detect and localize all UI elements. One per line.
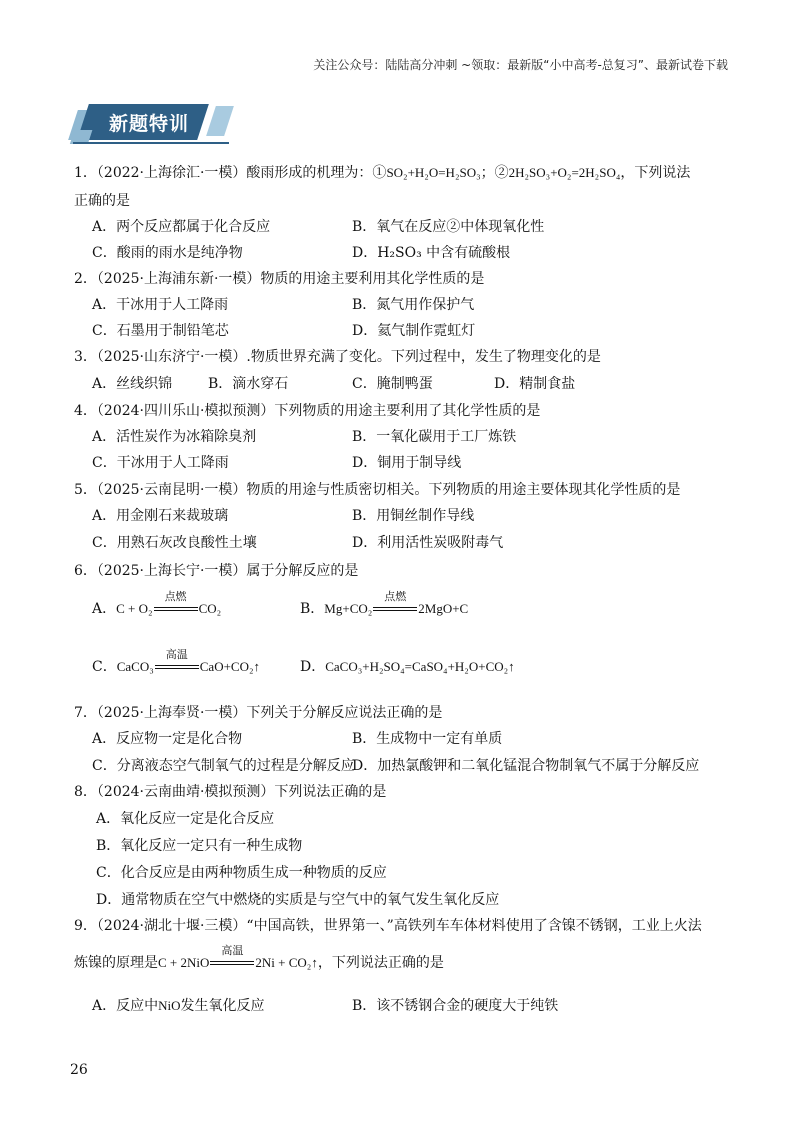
banner-underline: [73, 142, 229, 144]
q7-option-b: B．生成物中一定有单质: [352, 731, 503, 747]
q8-option-b: B．氧化反应一定只有一种生成物: [96, 838, 303, 854]
section-banner: [73, 100, 229, 144]
q9-option-a: A．反应中NiO发生氧化反应: [92, 998, 265, 1014]
q6-option-c: C．CaCO₃ 高温 CaO+CO₂↑: [92, 648, 261, 675]
q4-option-a: A．活性炭作为冰箱除臭剂: [92, 429, 257, 445]
question-5-stem: 5．（2025·云南昆明·一模）物质的用途与性质密切相关。下列物质的用途主要体现其化学性质的是: [74, 482, 681, 498]
q8-option-c: C．化合反应是由两种物质生成一种物质的反应: [96, 865, 387, 881]
q3-option-b: B．滴水穿石: [208, 376, 289, 392]
formula-2: 2H₂SO₃+O₂=2H₂SO₄: [508, 165, 621, 180]
question-6-stem: 6．（2025·上海长宁·一模）属于分解反应的是: [74, 563, 359, 579]
q7-option-a: A．反应物一定是化合物: [92, 731, 243, 747]
question-4-stem: 4．（2024·四川乐山·模拟预测）下列物质的用途主要利用了其化学性质的是: [74, 403, 541, 419]
q1-option-c: C．酸雨的雨水是纯净物: [92, 245, 243, 261]
q2-option-b: B．氮气用作保护气: [352, 297, 475, 313]
q7-option-c: C．分离液态空气制氧气的过程是分解反应: [92, 758, 355, 774]
q6-option-d: D．CaCO₃+H₂SO₄=CaSO₄+H₂O+CO₂↑: [300, 659, 515, 675]
q6-option-b: B．Mg+CO₂ 点燃 2MgO+C: [300, 590, 469, 617]
question-7-stem: 7．（2025·上海奉贤·一模）下列关于分解反应说法正确的是: [74, 705, 443, 721]
question-2-stem: 2．（2025·上海浦东新·一模）物质的用途主要利用其化学性质的是: [74, 271, 485, 287]
q3-option-c: C．腌制鸭蛋: [352, 376, 433, 392]
q2-option-d: D．氦气制作霓虹灯: [352, 323, 476, 339]
header-note: 关注公众号：陆陆高分冲刺 ~领取：最新版“小中高考-总复习”、最新试卷下载: [313, 58, 728, 72]
q8-option-d: D．通常物质在空气中燃烧的实质是与空气中的氧气发生氧化反应: [96, 892, 500, 908]
q8-option-a: A．氧化反应一定是化合反应: [96, 811, 275, 827]
question-9-line2: 炼镍的原理是C + 2NiO 高温 2Ni + CO₂↑，下列说法正确的是: [74, 944, 444, 971]
q4-option-b: B．一氧化碳用于工厂炼铁: [352, 429, 517, 445]
question-9-stem: 9．（2024·湖北十堰·三模）“中国高铁，世界第一、”高铁列车车体材料使用了含镍不锈钢，工业上火法: [74, 918, 702, 934]
banner-title: 新题特训: [109, 113, 190, 135]
q1-option-a: A．两个反应都属于化合反应: [92, 219, 271, 235]
q4-option-d: D．铜用于制导线: [352, 455, 462, 471]
q5-option-a: A．用金刚石来裁玻璃: [92, 508, 229, 524]
q2-option-a: A．干冰用于人工降雨: [92, 297, 229, 313]
q1-option-d: D．H₂SO₃ 中含有硫酸根: [352, 245, 511, 261]
q1-option-b: B．氧气在反应②中体现氧化性: [352, 219, 545, 235]
formula-1: SO₂+H₂O=H₂SO₃: [386, 165, 481, 180]
q3-option-a: A．丝线织锦: [92, 376, 173, 392]
q9-option-b: B．该不锈钢合金的硬度大于纯铁: [352, 998, 559, 1014]
question-1-line2: 正确的是: [74, 193, 130, 209]
question-8-stem: 8．（2024·云南曲靖·模拟预测）下列说法正确的是: [74, 784, 387, 800]
question-3-stem: 3．（2025·山东济宁·一模）.物质世界充满了变化。下列过程中，发生了物理变化的是: [74, 349, 601, 365]
page-number: 26: [70, 1062, 88, 1078]
q5-option-d: D．利用活性炭吸附毒气: [352, 535, 504, 551]
q2-option-c: C．石墨用于制铅笔芯: [92, 323, 229, 339]
banner-decoration-right: [206, 106, 234, 136]
q6-option-a: A．C + O₂ 点燃 CO₂: [92, 590, 222, 617]
q5-option-c: C．用熟石灰改良酸性土壤: [92, 535, 257, 551]
q3-option-d: D．精制食盐: [494, 376, 576, 392]
q4-option-c: C．干冰用于人工降雨: [92, 455, 229, 471]
q7-option-d: D．加热氯酸钾和二氧化锰混合物制氧气不属于分解反应: [352, 758, 700, 774]
q5-option-b: B．用铜丝制作导线: [352, 508, 475, 524]
question-1-stem: 1．（2022·上海徐汇·一模）酸雨形成的机理为：①SO₂+H₂O=H₂SO₃；②2H₂SO₃+O₂=2H₂SO₄，下列说法: [74, 165, 691, 181]
